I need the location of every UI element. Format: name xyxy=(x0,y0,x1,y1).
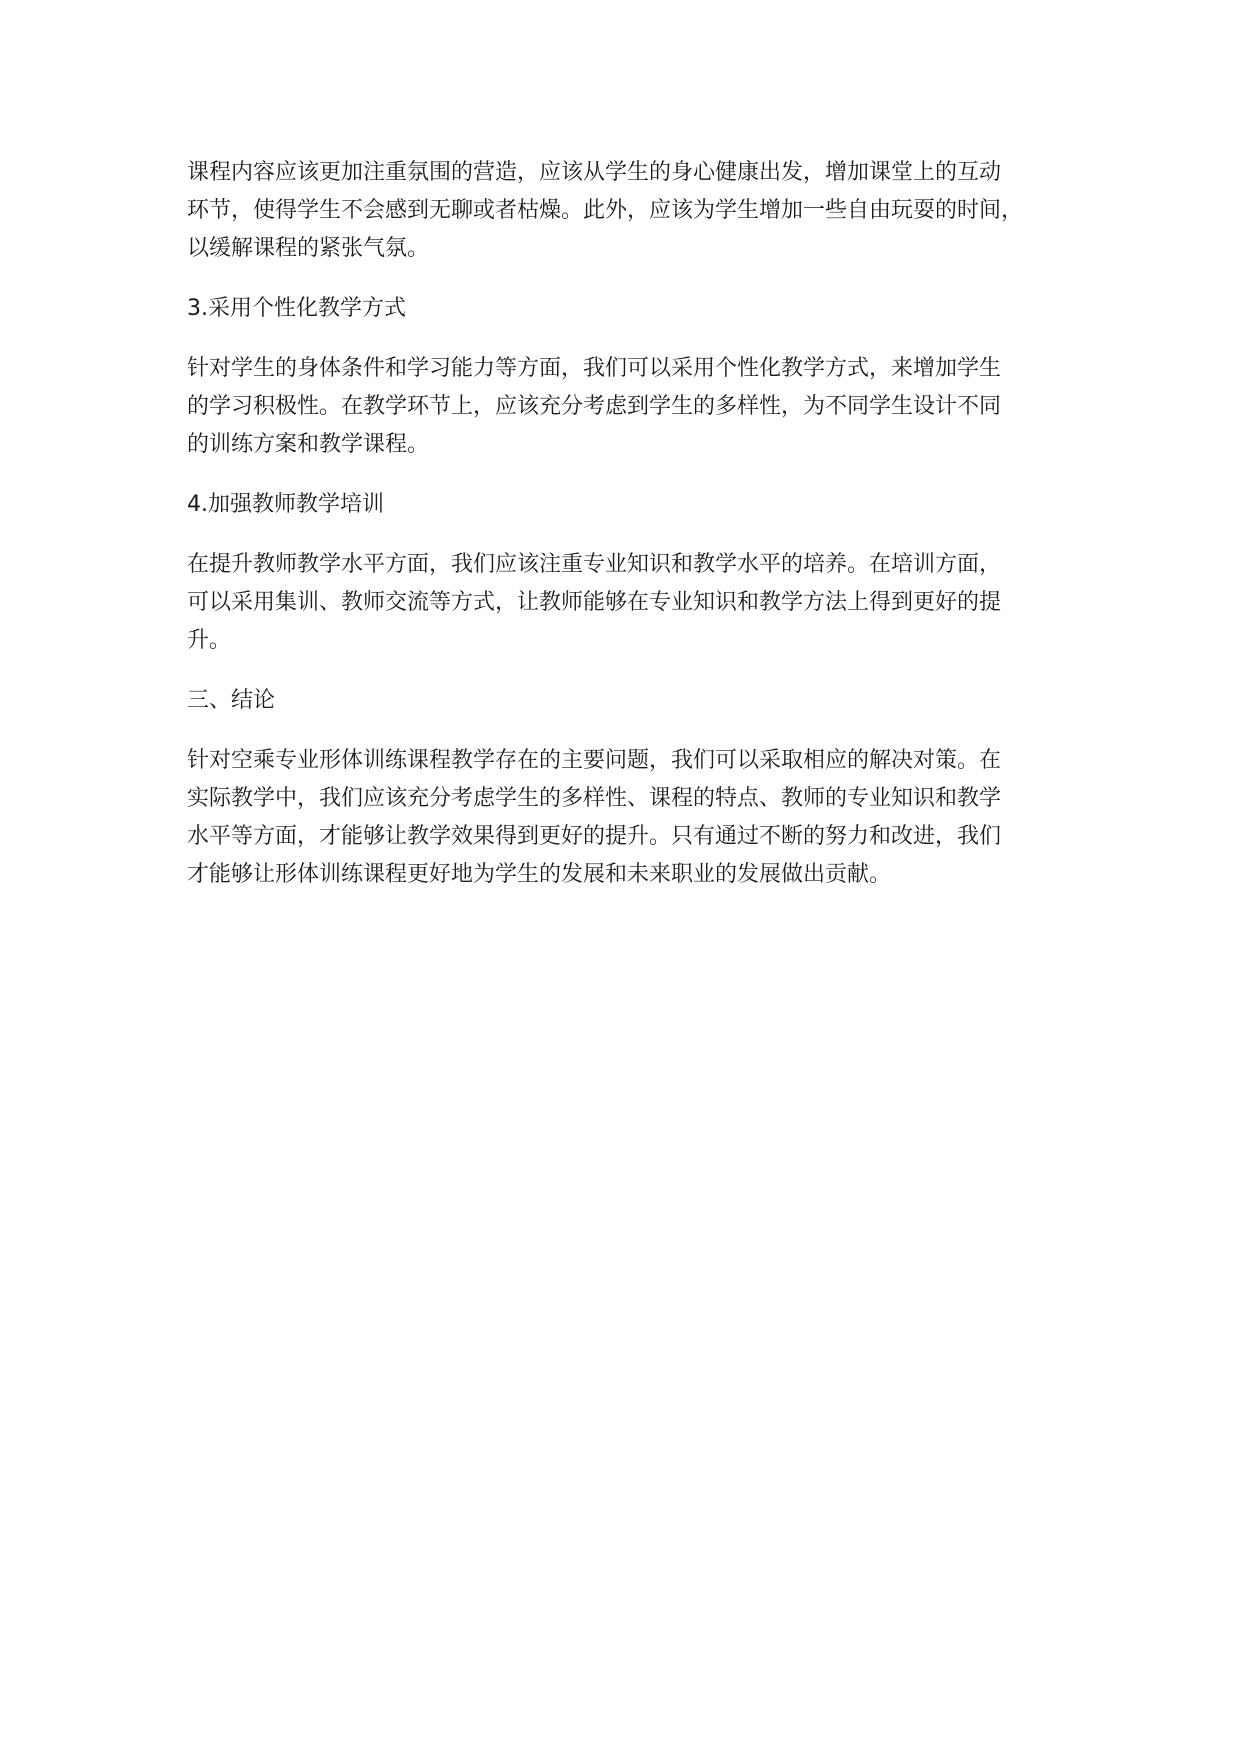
section-4-paragraph xyxy=(187,546,1087,660)
paragraph-line: 课程内容应该更加注重氛围的营造，应该从学生的身心健康出发，增加课堂上的互动 xyxy=(187,160,1002,185)
intro-paragraph xyxy=(187,154,1087,268)
paragraph-line: 实际教学中，我们应该充分考虑学生的多样性、课程的特点、教师的专业知识和教学 xyxy=(187,786,1002,811)
paragraph-line: 以缓解课程的紧张气氛。 xyxy=(187,236,430,261)
conclusion-paragraph xyxy=(187,742,1087,894)
paragraph-line: 环节，使得学生不会感到无聊或者枯燥。此外，应该为学生增加一些自由玩耍的时间， xyxy=(187,198,1024,223)
paragraph-line: 水平等方面，才能够让教学效果得到更好的提升。只有通过不断的努力和改进，我们 xyxy=(187,824,1002,849)
paragraph-line: 升。 xyxy=(187,628,232,653)
paragraph-line: 针对空乘专业形体训练课程教学存在的主要问题，我们可以采取相应的解决对策。在 xyxy=(187,748,1002,773)
section-4-heading: 4.加强教师教学培训 xyxy=(187,492,384,517)
paragraph-line: 可以采用集训、教师交流等方式，让教师能够在专业知识和教学方法上得到更好的提 xyxy=(187,590,1002,615)
paragraph-line: 在提升教师教学水平方面，我们应该注重专业知识和教学水平的培养。在培训方面， xyxy=(187,552,1002,577)
conclusion-heading: 三、结论 xyxy=(187,688,276,713)
paragraph-line: 针对学生的身体条件和学习能力等方面，我们可以采用个性化教学方式，来增加学生 xyxy=(187,356,1002,381)
document-body xyxy=(187,154,1087,916)
paragraph-line: 的训练方案和教学课程。 xyxy=(187,432,430,457)
paragraph-line: 的学习积极性。在教学环节上，应该充分考虑到学生的多样性，为不同学生设计不同 xyxy=(187,394,1002,419)
section-3-heading: 3.采用个性化教学方式 xyxy=(187,296,406,321)
paragraph-line: 才能够让形体训练课程更好地为学生的发展和未来职业的发展做出贡献。 xyxy=(187,862,892,887)
section-3-paragraph xyxy=(187,350,1087,464)
